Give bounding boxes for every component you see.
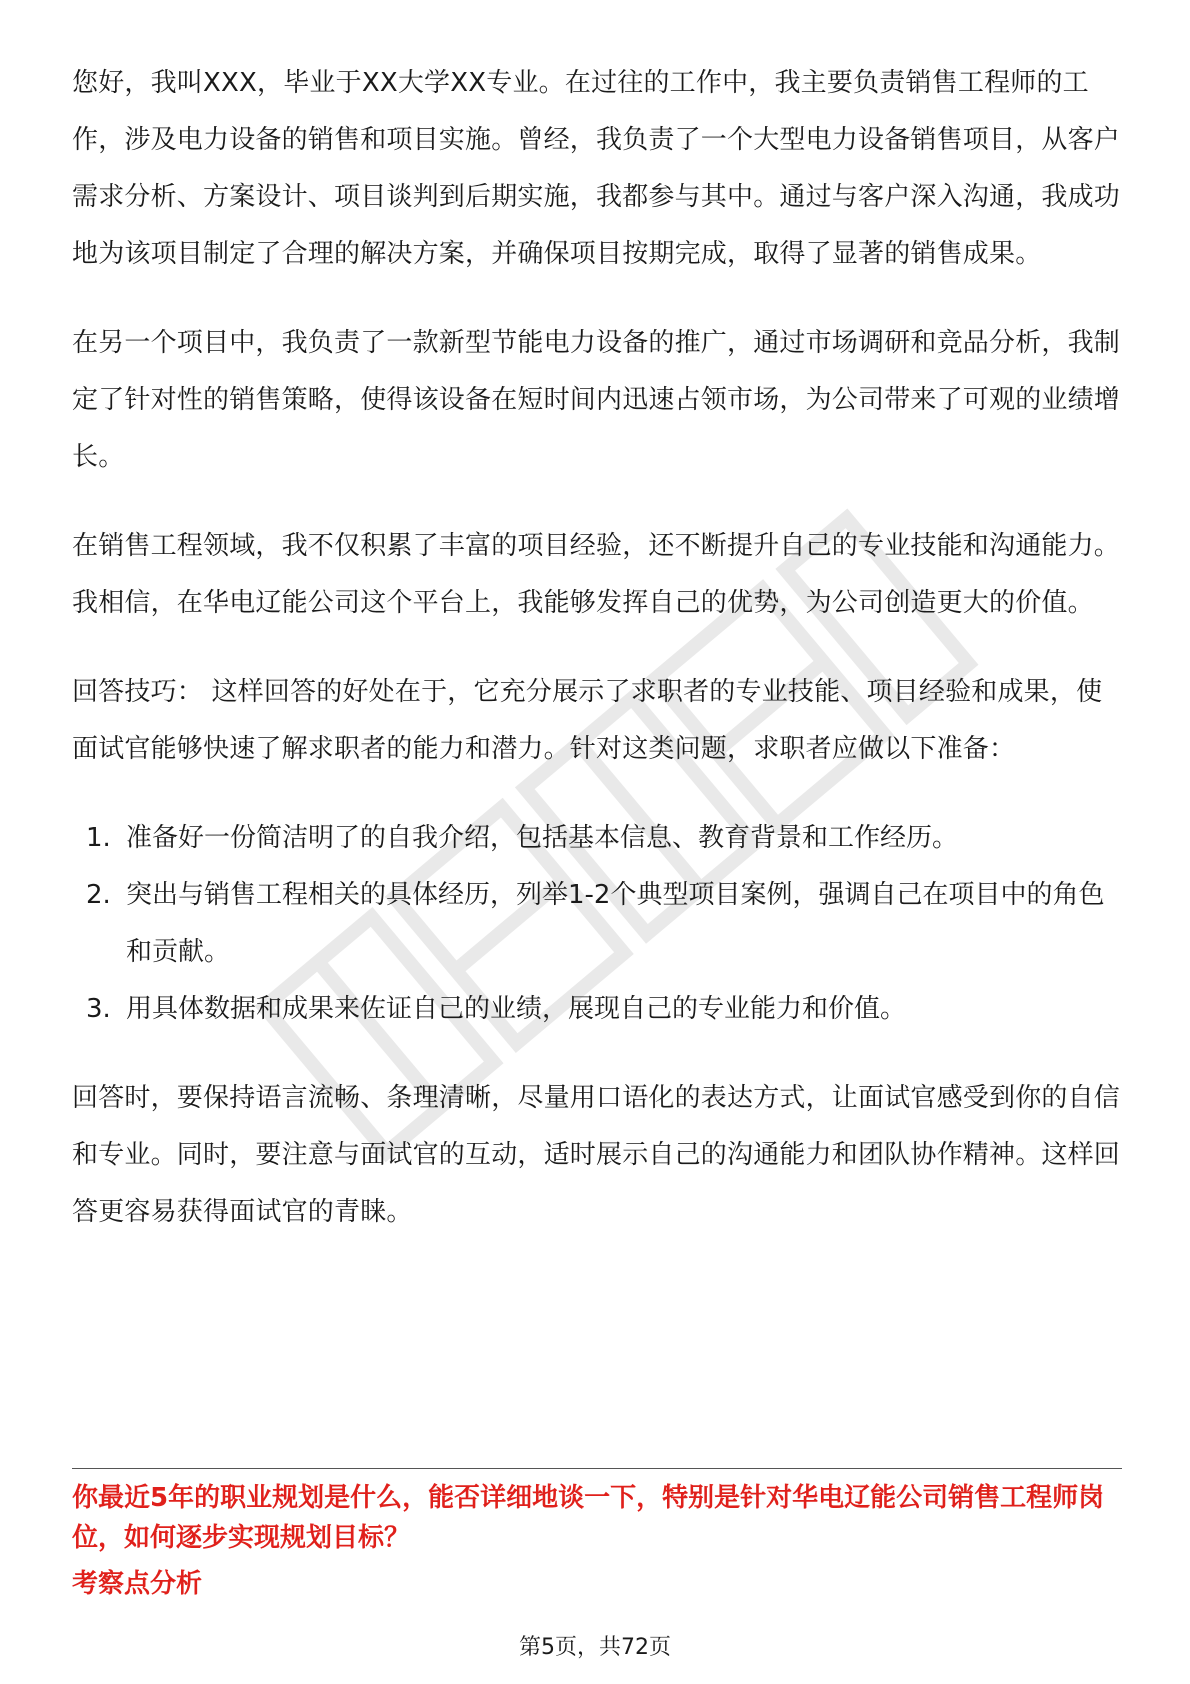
document-body: [72, 55, 1122, 1273]
list-item: [72, 981, 1122, 1038]
list-number: 2.: [86, 880, 111, 910]
list-text: 突出与销售工程相关的具体经历，列举1-2个典型项目案例，强调自己在项目中的角色和贡献。: [126, 880, 1105, 967]
closing-paragraph: 回答时，要保持语言流畅、条理清晰，尽量用口语化的表达方式，让面试官感受到你的自信和专业。同时，要注意与面试官的互动，适时展示自己的沟通能力和团队协作精神。这样回答更容易获得面试官的青睐。: [72, 1083, 1121, 1227]
list-item: [72, 810, 1122, 867]
list-number: 3.: [86, 994, 111, 1024]
analysis-heading: 考察点分析: [72, 1569, 203, 1599]
skills-paragraph: 在销售工程领域，我不仅积累了丰富的项目经验，还不断提升自己的专业技能和沟通能力。我相信，在华电辽能公司这个平台上，我能够发挥自己的优势，为公司创造更大的价值。: [72, 531, 1121, 618]
list-item: [72, 867, 1122, 981]
list-text: 用具体数据和成果来佐证自己的业绩，展现自己的专业能力和价值。: [126, 994, 907, 1024]
project-paragraph: 在另一个项目中，我负责了一款新型节能电力设备的推广，通过市场调研和竞品分析，我制定了针对性的销售策略，使得该设备在短时间内迅速占领市场，为公司带来了可观的业绩增长。: [72, 328, 1121, 472]
section-divider: [72, 1468, 1122, 1469]
tips-paragraph: 回答技巧： 这样回答的好处在于，它充分展示了求职者的专业技能、项目经验和成果，使面试官能够快速了解求职者的能力和潜力。针对这类问题，求职者应做以下准备：: [72, 677, 1103, 764]
page-footer: 第5页，共72页: [519, 1635, 671, 1660]
list-number: 1.: [86, 823, 111, 853]
preparation-list: [72, 810, 1122, 1038]
list-text: 准备好一份简洁明了的自我介绍，包括基本信息、教育背景和工作经历。: [126, 823, 959, 853]
intro-paragraph: 您好，我叫XXX，毕业于XX大学XX专业。在过往的工作中，我主要负责销售工程师的工作，涉及电力设备的销售和项目实施。曾经，我负责了一个大型电力设备销售项目，从客户需求分析、方案设计、项目谈判到后期实施，我都参与其中。通过与客户深入沟通，我成功地为该项目制定了合理的解决方案，并确保项目按期完成，取得了显著的销售成果。: [72, 68, 1121, 269]
interview-question: 你最近5年的职业规划是什么，能否详细地谈一下，特别是针对华电辽能公司销售工程师岗位，如何逐步实现规划目标？: [72, 1483, 1105, 1553]
